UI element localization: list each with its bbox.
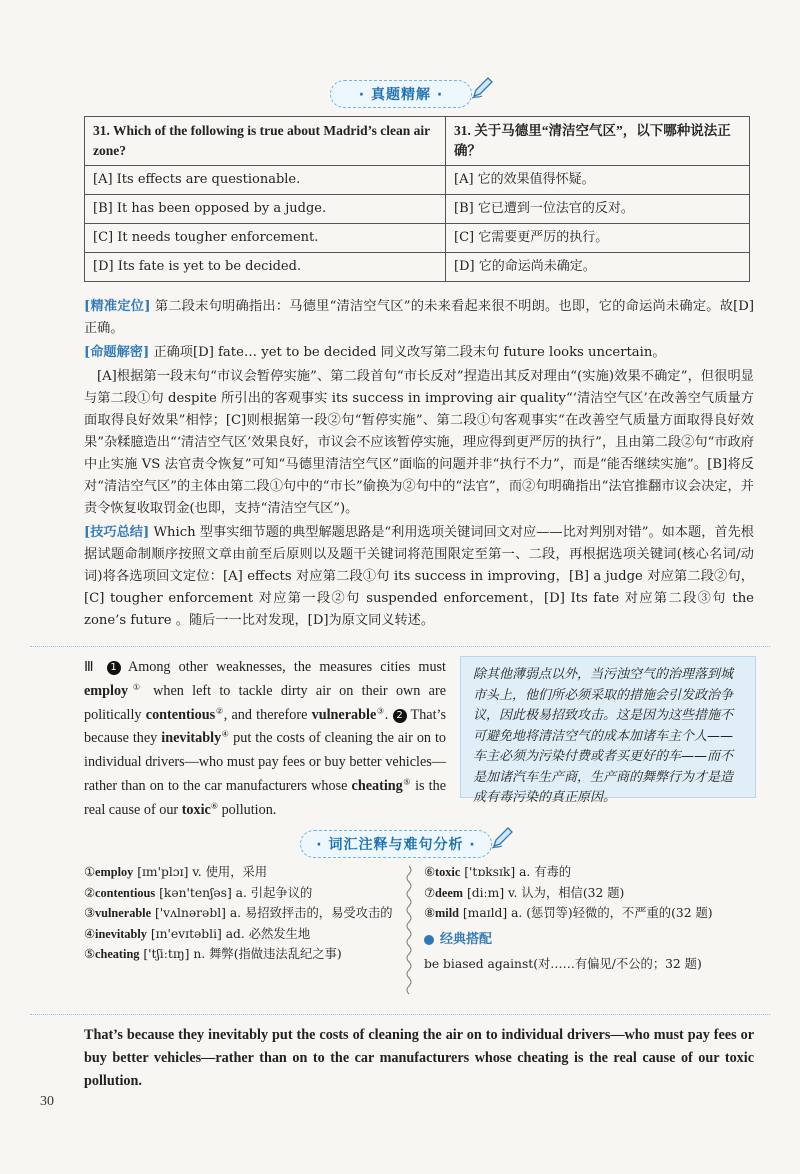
vocab-item <box>84 924 404 945</box>
analysis-tag: [技巧总结] <box>84 525 150 540</box>
passage-text: That’s because they <box>84 706 447 747</box>
analysis-text: Which 型事实细节题的典型解题思路是“利用选项关键词回文对应——比对判别对错”。如本题，首先根据试题命制顺序按照文章由前至后原则以及题干关键词将范围限定至第一、二段，再根据选项关键词(核心名词/动词)将各选项回文定位：[A] effects 对应第二段①句 its success in improving，[B] a judge 对应第二段②句，[C] tougher enforcement 对应第一段②句 suspended enforcement，[D] Its fate 对应第二段③句 the zone’s future 。随后一一比对发现，[D]为原文同义转述。 <box>84 525 754 628</box>
vocab-item <box>84 862 404 883</box>
vocab-word: contentious <box>145 706 216 723</box>
vocab-definition: ['tʃiːtɪŋ] n. 舞弊(指做违法乱纪之事) <box>139 947 342 961</box>
analysis-skills <box>84 522 754 632</box>
section-title-ribbon <box>300 830 492 858</box>
sentence-number: 2 <box>393 709 407 723</box>
vocab-number: ⑤ <box>84 947 96 961</box>
vocab-list-left <box>84 862 404 965</box>
translation-box <box>460 656 756 805</box>
question-table <box>84 116 750 282</box>
vocab-item <box>424 862 754 883</box>
option-zh: [C] 它需要更严厉的执行。 <box>446 224 750 253</box>
collocation-title: 经典搭配 <box>440 931 493 947</box>
analysis-text: 正确项[D] fate… yet to be decided 同义改写第二段末句 future looks uncertain。 <box>153 345 666 360</box>
divider <box>30 1014 770 1015</box>
vocab-word: employ <box>84 682 129 699</box>
divider <box>30 646 770 647</box>
vocab-word: vulnerable <box>311 706 377 723</box>
vocab-definition: [ɪm'plɔɪ] v. 使用，采用 <box>133 865 268 879</box>
bullet-icon <box>424 935 434 945</box>
analysis-text: 第二段末句明确指出：马德里“清洁空气区”的未来看起来很不明朗。也即，它的命运尚未确定。故[D]正确。 <box>84 299 755 336</box>
vocab-definition: [diːm] v. 认为，相信(32 题) <box>463 885 625 900</box>
analysis-tag: [命题解密] <box>84 345 150 360</box>
sentence-number: 1 <box>107 661 121 675</box>
passage-text: . <box>384 706 393 723</box>
vocab-number: ② <box>84 885 96 900</box>
passage-text: Among other weaknesses, the measures cities must <box>127 659 446 675</box>
vocab-word: cheating <box>351 777 403 794</box>
option-en: [A] Its effects are questionable. <box>85 166 446 195</box>
analysis-locate <box>84 296 754 340</box>
vocab-item <box>424 903 754 924</box>
option-row <box>85 166 750 195</box>
section-title: · 真题精解 · <box>358 87 444 103</box>
vocab-item <box>84 944 404 965</box>
option-row <box>85 224 750 253</box>
pen-icon <box>470 76 494 100</box>
vocab-word: cheating <box>95 947 140 961</box>
vocab-word: toxic <box>181 801 211 818</box>
passage-text: pollution. <box>218 801 277 818</box>
footnote-number: ⑥ <box>210 801 219 811</box>
option-en: [B] It has been opposed by a judge. <box>85 195 446 224</box>
vocab-word: vulnerable <box>95 906 152 920</box>
option-row <box>85 195 750 224</box>
vocab-number: ③ <box>84 906 96 920</box>
footnote-number: ⑤ <box>402 777 412 787</box>
question-row <box>85 117 750 166</box>
passage-text: is the real cause of our <box>84 777 446 818</box>
page-number: 30 <box>40 1094 54 1109</box>
question-zh: 31. 关于马德里“清洁空气区”，以下哪种说法正确？ <box>446 117 750 166</box>
translation-text: 除其他薄弱点以外，当污浊空气的治理落到城市头上，他们所必须采取的措施会引发政治争议，因此极易招致攻击。这是因为这些措施不可避免地将清洁空气的成本加诸车主个人——车主必须为污染付费或者买更好的车——而不是加诸汽车生产商，生产商的舞弊行为才是造成有毒污染的真正原因。 <box>473 667 734 805</box>
vocab-word: contentious <box>95 885 156 900</box>
vocab-number: ⑦ <box>424 885 436 900</box>
pen-icon <box>490 826 514 850</box>
analysis-text: [A]根据第一段末句“市议会暂停实施”、第二段首句“市长反对”捏造出其反对理由“(实施)效果不确定”，但很明显与第二段①句 despite 所引出的客观事实 its success in improving air quality“‘清洁空气区’在改善空气质量方面取得良好效果”相悖；[C]则根据第一段②句“暂停实施”、第二段①句客观事实“在改善空气质量方面取得良好效果”杂糅臆造出“‘清洁空气区’效果良好，市议会不应该暂停实施，理应得到更严厉的执行”，且由第二段②句“市政府中止实施 VS 法官责令恢复”可知“马德里清洁空气区”面临的问题并非“执行不力”，而是“能否继续实施”。[B]将反对“清洁空气区”的主体由第二段①句中的“市长”偷换为②句中的“法官”，而②句明确指出“法官推翻市议会决定，并责令恢复收取罚金(也即，支持“清洁空气区”)。 <box>84 369 754 516</box>
option-en: [C] It needs tougher enforcement. <box>85 224 446 253</box>
vocab-word: inevitably <box>161 730 222 747</box>
vocab-definition: ['tɒksɪk] a. 有毒的 <box>460 865 572 879</box>
section-title: · 词汇注释与难句分析 · <box>316 837 476 853</box>
vocab-word: mild <box>435 906 459 920</box>
option-zh: [D] 它的命运尚未确定。 <box>446 253 750 282</box>
option-en: [D] Its fate is yet to be decided. <box>85 253 446 282</box>
footnote-number: ② <box>215 705 224 715</box>
analysis-distractors <box>84 366 754 520</box>
vocab-item <box>84 883 404 904</box>
option-zh: [B] 它已遭到一位法官的反对。 <box>446 195 750 224</box>
vocab-list-right <box>424 862 754 975</box>
vocab-word: deem <box>435 885 464 900</box>
passage-text: , and therefore <box>223 706 312 723</box>
vocab-number: ④ <box>84 926 96 941</box>
analysis-decode <box>84 342 754 364</box>
vocab-definition: [maɪld] a. (惩罚等)轻微的，不严重的(32 题) <box>458 906 713 920</box>
collocation-item: be biased against(对……有偏见/不公的；32 题) <box>424 957 702 971</box>
option-zh: [A] 它的效果值得怀疑。 <box>446 166 750 195</box>
column-divider <box>404 866 414 996</box>
passage-paragraph <box>84 656 446 823</box>
passage-text: when left to tackle dirty air on their own are politically <box>84 682 446 723</box>
vocab-item <box>424 883 754 904</box>
analysis-tag: [精准定位] <box>84 299 151 314</box>
passage-text: put the costs of cleaning the air on to individual drivers—who must pay fees or buy better vehicles—rather than on to the car manufacturers whose <box>84 730 447 794</box>
vocab-word: employ <box>95 865 134 879</box>
vocab-definition: [kən'tenʃəs] a. 引起争议的 <box>155 885 313 900</box>
collocation-heading <box>424 930 754 951</box>
vocab-definition: [ɪn'evɪtəbli] ad. 必然发生地 <box>146 926 311 941</box>
key-sentence: That’s because they inevitably put the costs of cleaning the air on to individual drivers—who must pay fees or buy better vehicles—rather than on to the car manufacturers whose cheating is the real cause of our toxic pollution. <box>84 1027 754 1089</box>
footnote-number: ③ <box>376 705 385 715</box>
question-en: 31. Which of the following is true about Madrid’s clean air zone? <box>85 117 446 166</box>
vocab-definition: ['vʌlnərəbl] a. 易招致抨击的，易受攻击的 <box>151 906 393 920</box>
vocab-word: toxic <box>435 865 461 879</box>
vocab-number: ① <box>84 865 96 879</box>
footnote-number: ① <box>128 682 145 692</box>
vocab-number: ⑥ <box>424 865 436 879</box>
vocab-word: inevitably <box>95 926 147 941</box>
paragraph-marker: Ⅲ <box>84 659 99 675</box>
section-title-ribbon <box>330 80 472 108</box>
option-row <box>85 253 750 282</box>
vocab-item <box>84 903 404 924</box>
footnote-number: ④ <box>221 729 230 739</box>
vocab-number: ⑧ <box>424 906 436 920</box>
